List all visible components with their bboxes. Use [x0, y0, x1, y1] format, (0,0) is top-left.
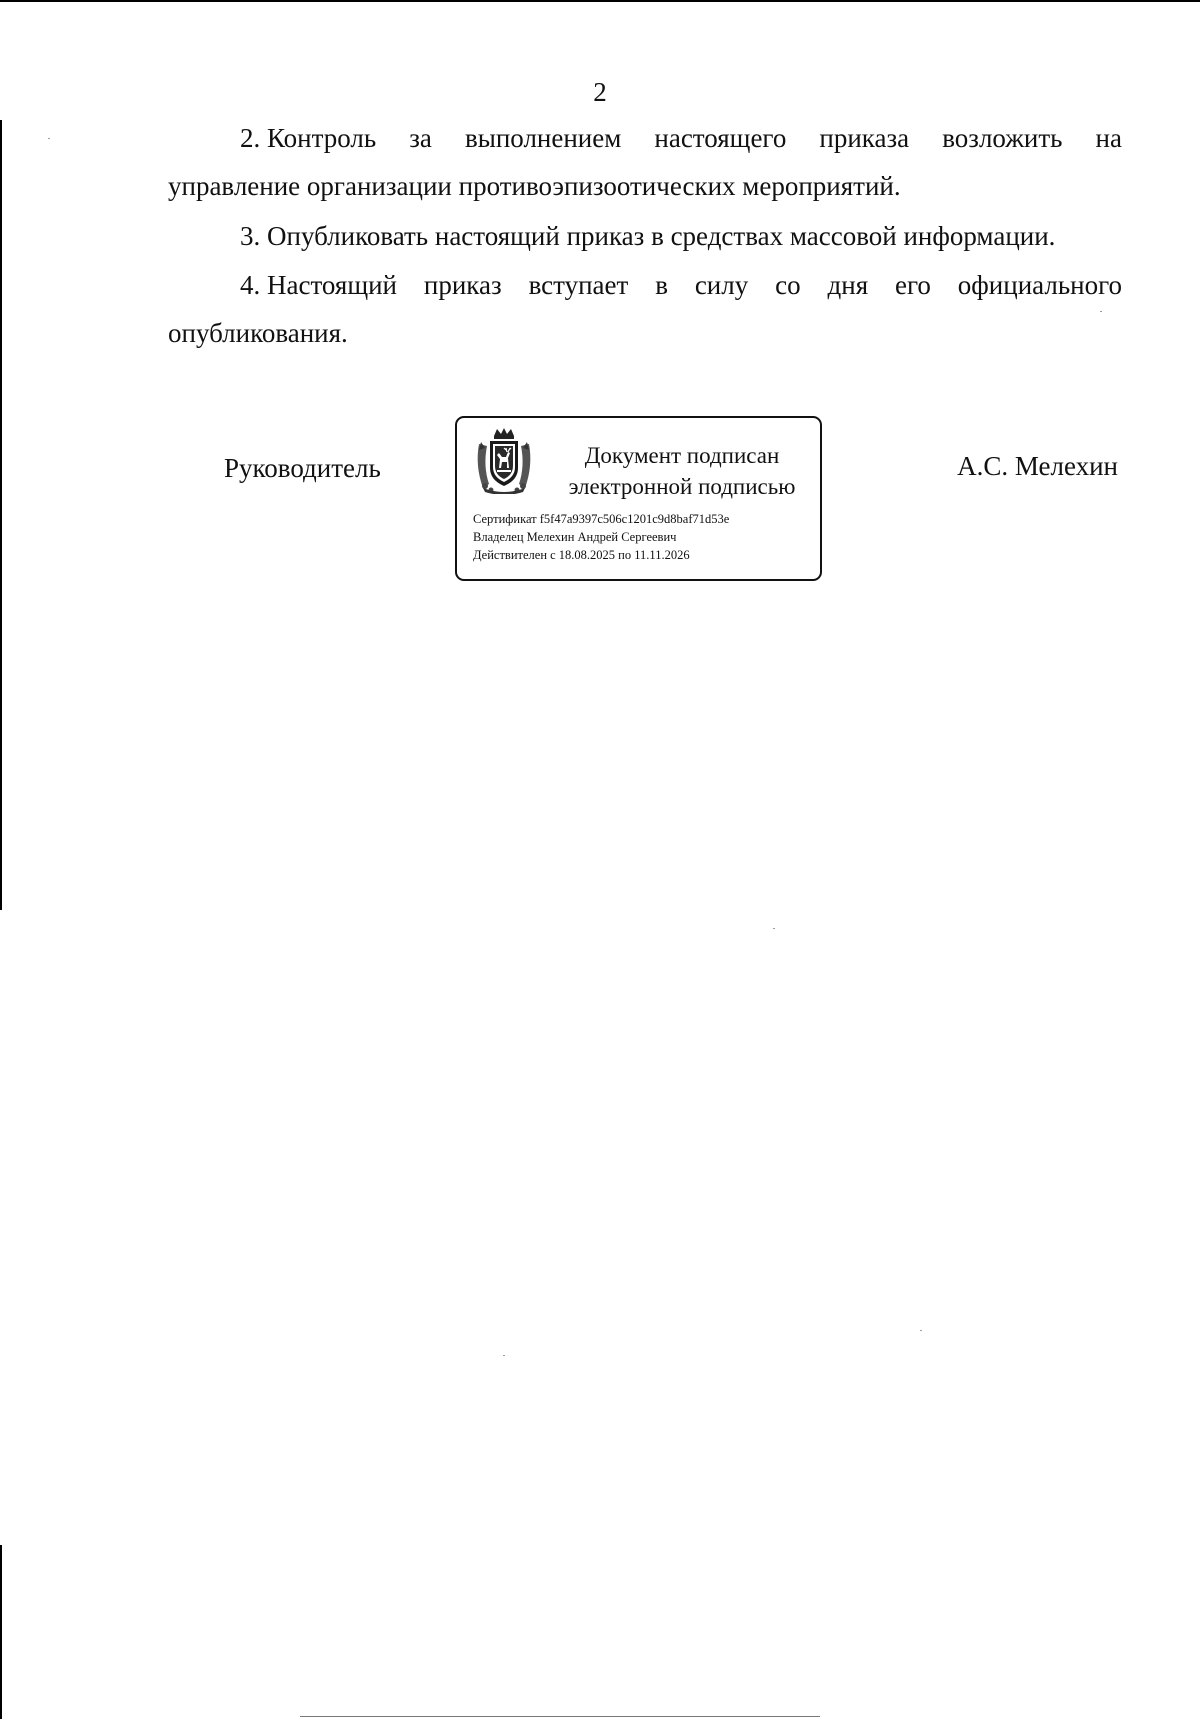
- stamp-validity: Действителен с 18.08.2025 по 11.11.2026: [473, 548, 690, 562]
- word: приказ: [423, 270, 502, 300]
- paragraph-4: [168, 261, 1122, 357]
- scan-speck: [773, 928, 775, 929]
- word: 4. Настоящий: [240, 270, 398, 300]
- paragraph-2: [168, 114, 1122, 210]
- scan-speck: [48, 138, 50, 139]
- paragraph-3: 3. Опубликовать настоящий приказ в средствах массовой информации.: [240, 221, 1056, 251]
- signer-name: А.С. Мелехин: [957, 451, 1118, 481]
- word: в: [655, 270, 668, 300]
- scan-edge-bottom: [300, 1716, 820, 1717]
- stamp-heading: [557, 440, 807, 502]
- word: вступает: [528, 270, 629, 300]
- word: силу: [694, 270, 749, 300]
- word: настоящего: [654, 123, 787, 153]
- word: его: [895, 270, 931, 300]
- paragraph-2-line-2: управление организации противоэпизоотических мероприятий.: [168, 171, 901, 201]
- page-number: 2: [593, 77, 607, 107]
- paragraph-4-line-2: опубликования.: [168, 318, 348, 348]
- signer-position: Руководитель: [224, 453, 381, 483]
- word: 2. Контроль: [240, 123, 377, 153]
- word: на: [1095, 123, 1122, 153]
- word: дня: [827, 270, 869, 300]
- word: возложить: [942, 123, 1063, 153]
- stamp-heading-line-1: Документ подписан: [584, 443, 780, 468]
- paragraph-4-line-1: [168, 261, 1122, 309]
- electronic-signature-stamp: [455, 416, 822, 581]
- scan-edge-left: [0, 120, 2, 910]
- scan-speck: [920, 1330, 922, 1331]
- stamp-details: [473, 510, 729, 564]
- paragraph-2-line-1: [168, 114, 1122, 162]
- regional-coat-of-arms-icon: [473, 426, 535, 494]
- stamp-certificate: Сертификат f5f47a9397c506c1201c9d8baf71d53e: [473, 512, 730, 526]
- word: официального: [957, 270, 1122, 300]
- word: за: [409, 123, 432, 153]
- scan-speck: [503, 1355, 505, 1356]
- word: со: [775, 270, 801, 300]
- scan-edge-top: [0, 0, 1200, 2]
- stamp-heading-line-2: электронной подписью: [568, 474, 796, 499]
- word: приказа: [819, 123, 910, 153]
- scan-edge-left-lower: [0, 1545, 2, 1719]
- stamp-owner: Владелец Мелехин Андрей Сергеевич: [473, 530, 677, 544]
- word: выполнением: [464, 123, 622, 153]
